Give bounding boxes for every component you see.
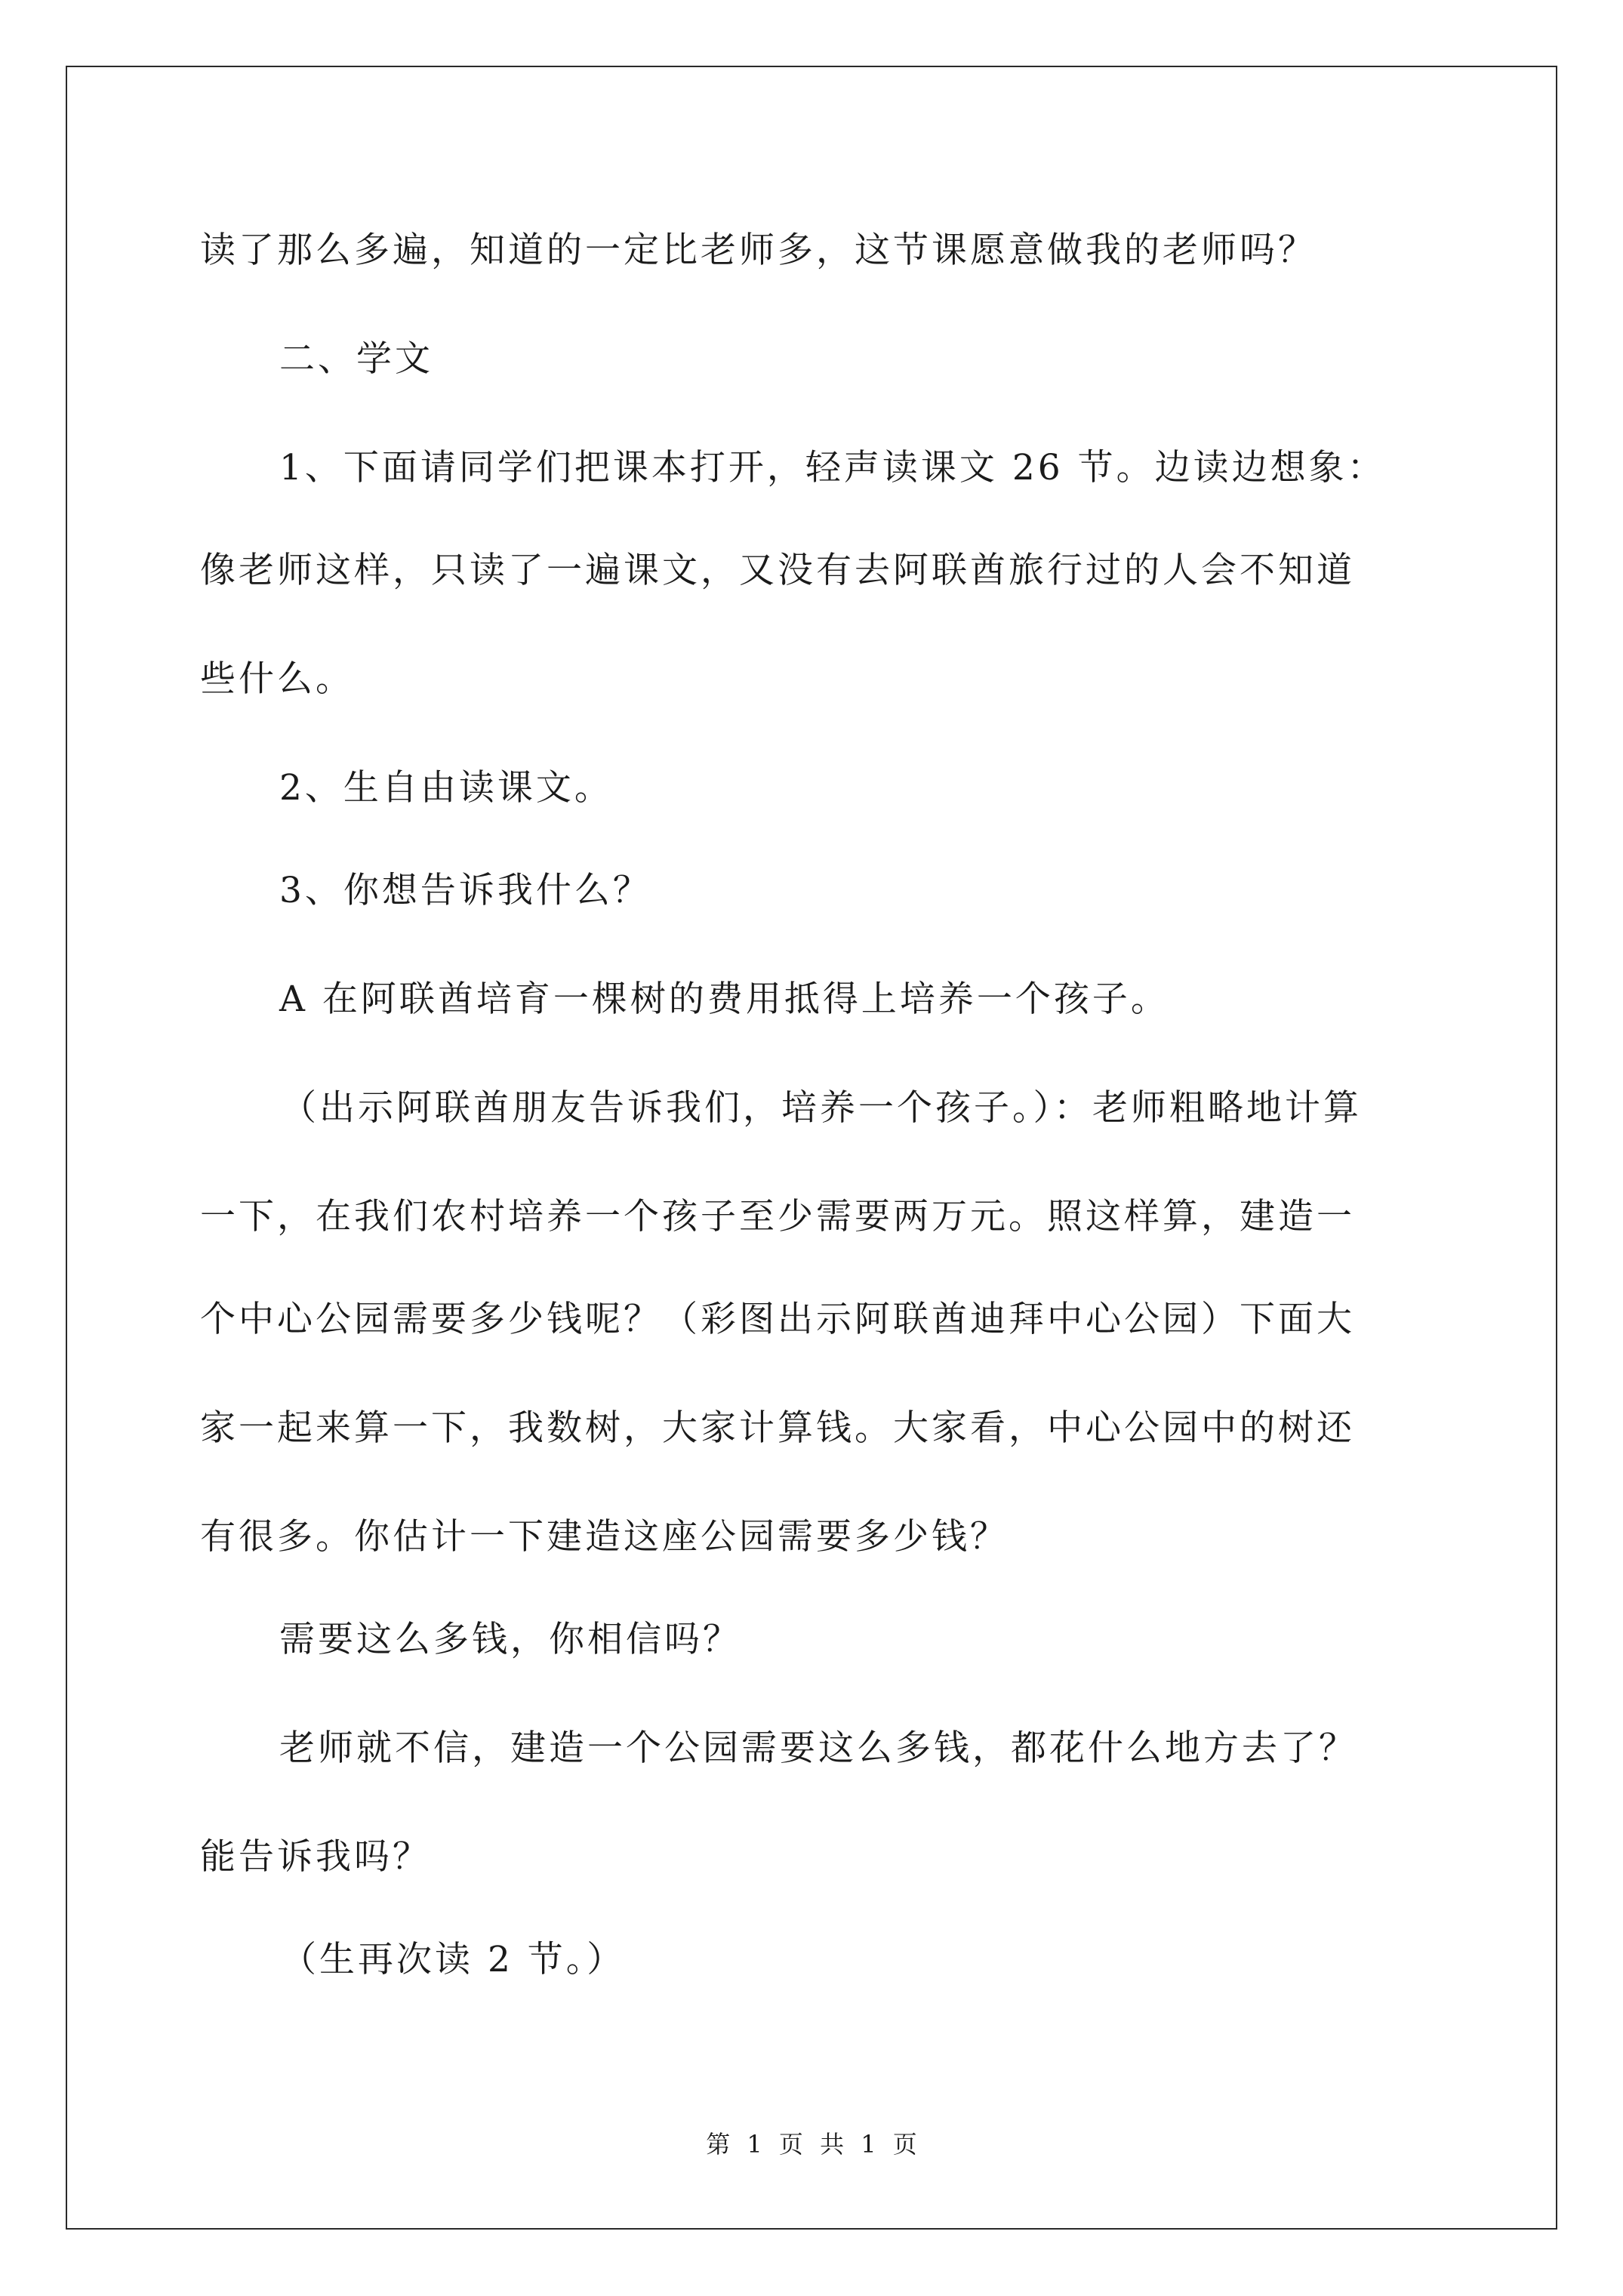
text-line-11: 个中心公园需要多少钱呢？（彩图出示阿联酋迪拜中心公园）下面大 [200,1299,1355,1340]
text-line-13: 有很多。你估计一下建造这座公园需要多少钱？ [200,1516,1009,1558]
text-line-10: 一下，在我们农村培养一个孩子至少需要两万元。照这样算，建造一 [200,1196,1355,1237]
text-line-14: 需要这么多钱，你相信吗？ [279,1619,741,1660]
page-border [66,66,1557,2230]
text-line-4: 像老师这样，只读了一遍课文，又没有去阿联酋旅行过的人会不知道 [200,550,1355,591]
text-line-1: 读了那么多遍，知道的一定比老师多，这节课愿意做我的老师吗？ [200,230,1317,271]
section-heading: 二、学文 [279,338,433,380]
text-line-16: 能告诉我吗？ [200,1836,431,1878]
text-line-7: 3、你想告诉我什么？ [279,870,651,911]
text-line-12: 家一起来算一下，我数树，大家计算钱。大家看，中心公园中的树还 [200,1407,1355,1449]
text-line-5: 些什么。 [200,658,354,700]
text-line-6: 2、生自由读课文。 [279,767,613,809]
text-line-17: （生再次读 2 节。） [281,1939,626,1980]
text-line-3: 1、下面请同学们把课本打开，轻声读课文 26 节。边读边想象： [279,447,1386,488]
text-line-15: 老师就不信，建造一个公园需要这么多钱，都花什么地方去了？ [279,1727,1357,1769]
page-number-footer: 第 1 页 共 1 页 [706,2130,917,2159]
text-line-8: A 在阿联酋培育一棵树的费用抵得上培养一个孩子。 [279,978,1169,1020]
text-line-9: （出示阿联酋朋友告诉我们，培养一个孩子。）：老师粗略地计算 [281,1087,1362,1129]
